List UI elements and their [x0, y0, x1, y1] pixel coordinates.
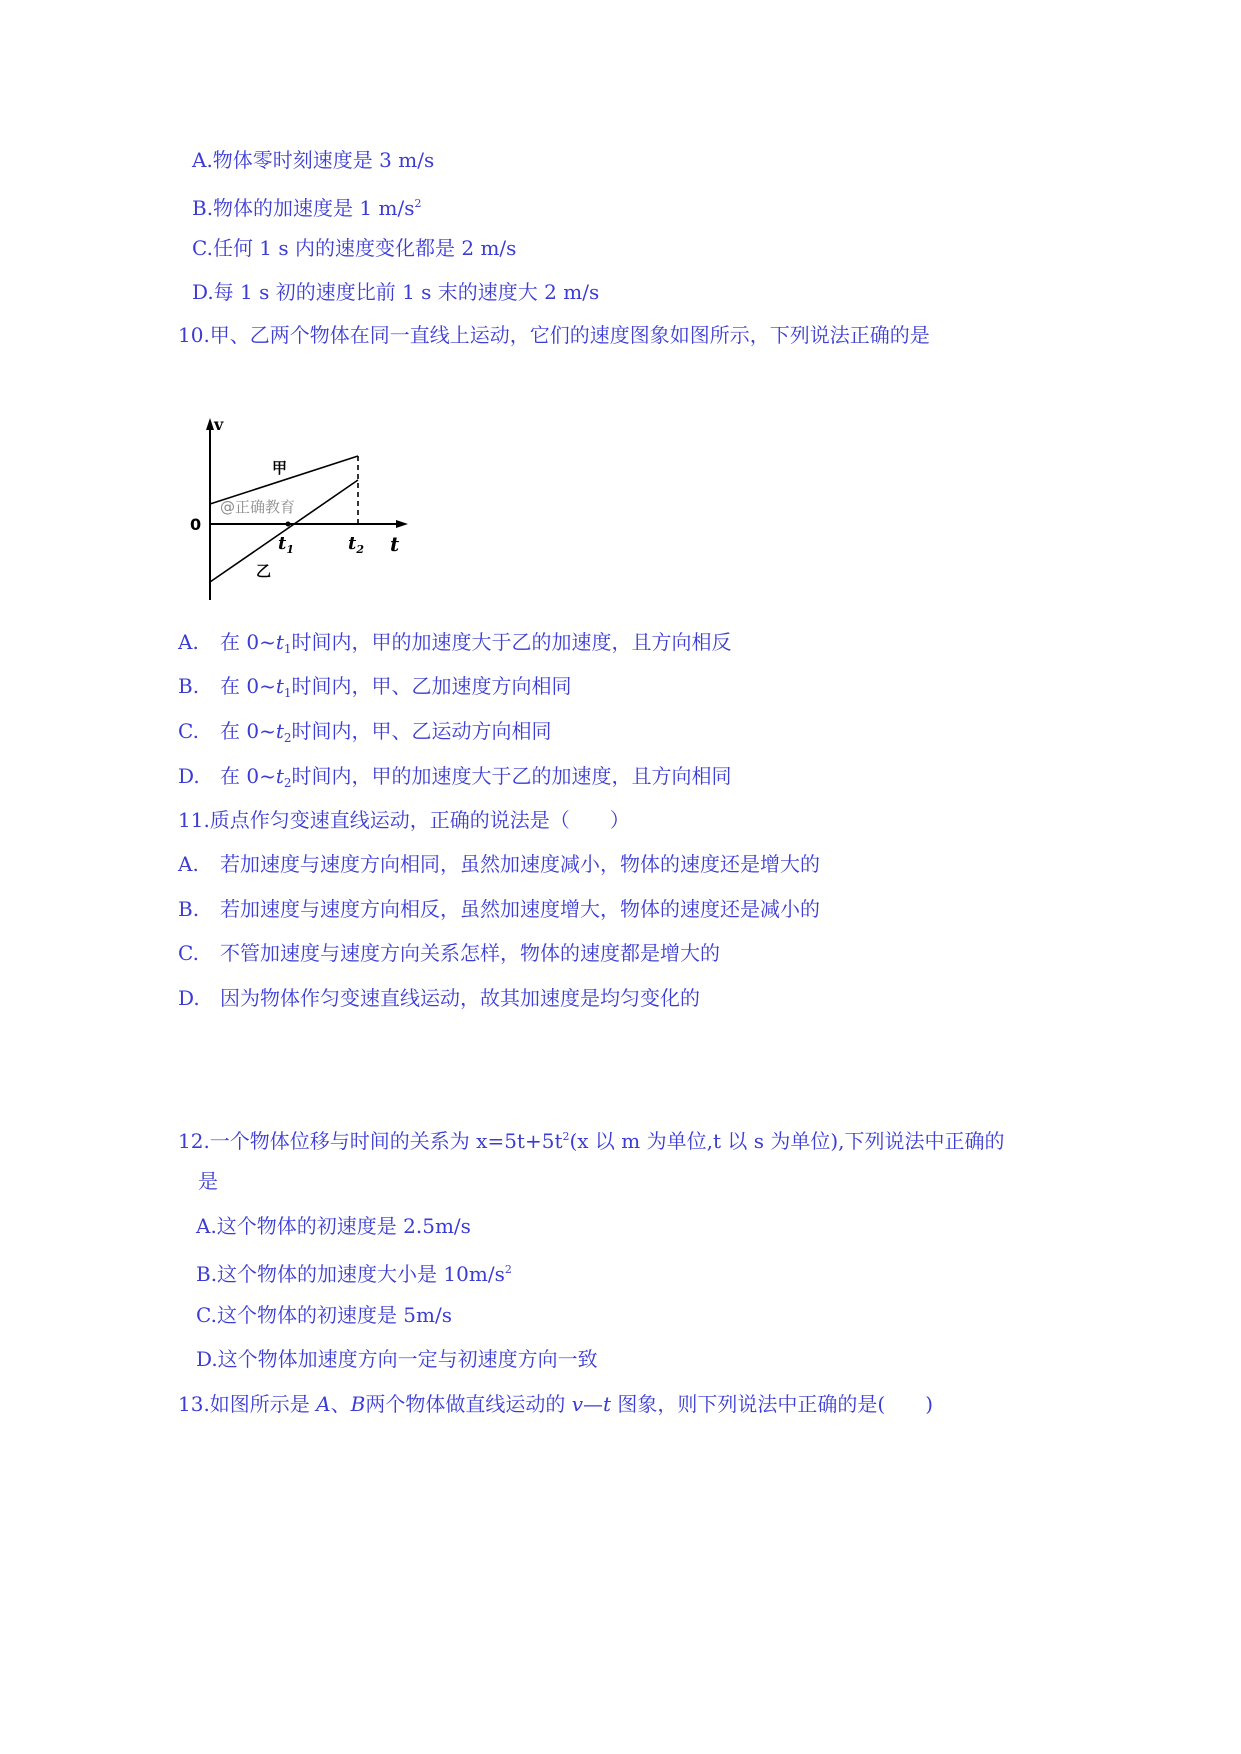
line-jia-label: 甲: [272, 459, 288, 477]
t1-point: [286, 522, 291, 527]
q10-option-d: D. 在 $0\sim t_2$时间内，甲的加速度大于乙的加速度，且方向相同: [178, 764, 732, 790]
q10-option-b: B. 在 $0\sim t_1$时间内，甲、乙加速度方向相同: [178, 674, 572, 700]
q9-option-a: A.物体零时刻速度是 3 m/s: [192, 148, 435, 172]
y-axis-label: v: [214, 415, 224, 434]
q12-option-b: B.这个物体的加速度大小是 $10m/s^2$: [196, 1262, 512, 1286]
origin-label: 0: [190, 515, 202, 534]
q11-option-c: C. 不管加速度与速度方向关系怎样，物体的速度都是增大的: [178, 941, 720, 965]
q12-option-c: C.这个物体的初速度是 5m/s: [196, 1303, 452, 1327]
q11-option-a: A. 若加速度与速度方向相同，虽然加速度减小，物体的速度还是增大的: [178, 852, 820, 876]
q10-option-a: A. 在 $0\sim t_1$时间内，甲的加速度大于乙的加速度，且方向相反: [178, 630, 732, 656]
q10-stem: 10.甲、乙两个物体在同一直线上运动，它们的速度图象如图所示，下列说法正确的是: [178, 323, 930, 347]
q11-option-b: B. 若加速度与速度方向相反，虽然加速度增大，物体的速度还是减小的: [178, 897, 820, 921]
q13-stem: 13.如图所示是 A、B两个物体做直线运动的 v—t 图象，则下列说法中正确的是( ): [178, 1392, 934, 1416]
watermark: @正确教育: [220, 498, 296, 516]
q11-stem: 11.质点作匀变速直线运动，正确的说法是（ ）: [178, 808, 630, 832]
q11-option-d: D. 因为物体作匀变速直线运动，故其加速度是均匀变化的: [178, 986, 700, 1010]
q12-stem-line2: 是: [198, 1169, 218, 1193]
q9-option-d: D.每 1 s 初的速度比前 1 s 末的速度大 2 m/s: [192, 280, 600, 304]
line-yi: [210, 480, 358, 582]
x-axis-arrow: [396, 520, 408, 528]
x-axis-label: t: [390, 532, 400, 556]
q12-option-d: D.这个物体加速度方向一定与初速度方向一致: [196, 1347, 598, 1371]
q12-option-a: A.这个物体的初速度是 2.5m/s: [196, 1214, 471, 1238]
y-axis-arrow: [206, 418, 214, 430]
line-yi-label: 乙: [256, 562, 272, 580]
q12-stem: 12.一个物体位移与时间的关系为 $x=5t+5t^2(x$ 以 m 为单位,t 以 s 为单位),下列说法中正确的: [178, 1129, 1005, 1153]
t2-label: $t_2$: [348, 533, 364, 556]
q10-option-c: C. 在 $0\sim t_2$时间内，甲、乙运动方向相同: [178, 719, 552, 745]
q10-velocity-time-figure: [190, 410, 420, 610]
q10-vt-graph: [190, 410, 420, 610]
t1-label: $t_1$: [278, 533, 294, 556]
q9-option-b: B.物体的加速度是 1 $m/s^2$: [192, 196, 422, 220]
q9-option-c: C.任何 1 s 内的速度变化都是 2 m/s: [192, 236, 517, 260]
